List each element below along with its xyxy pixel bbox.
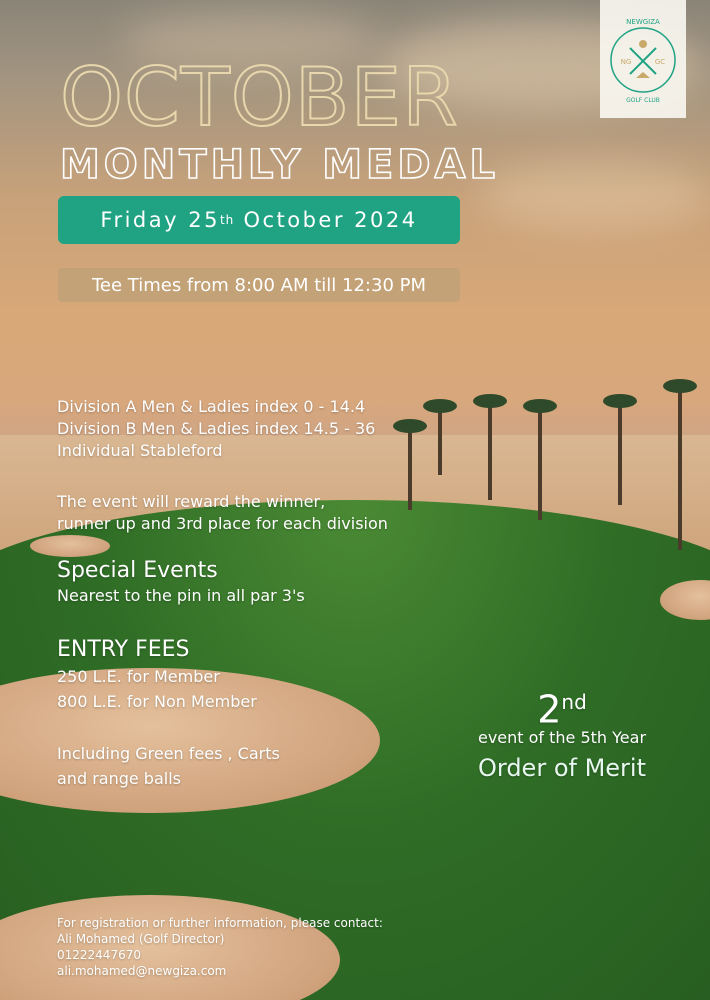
reward-line-2: runner up and 3rd place for each division (57, 514, 388, 533)
fee-member: 250 L.E. for Member (57, 667, 220, 686)
inclusion-line-1: Including Green fees , Carts (57, 744, 280, 763)
tee-times-banner: Tee Times from 8:00 AM till 12:30 PM (58, 268, 460, 302)
golf-club-crest-icon (600, 0, 686, 118)
inclusions (57, 741, 280, 791)
contact-block (57, 915, 383, 979)
palm-tree (480, 400, 500, 500)
merit-title: Order of Merit (477, 754, 646, 782)
entry-fees (57, 636, 257, 714)
club-logo (600, 0, 686, 118)
division-a: Division A Men & Ladies index 0 - 14.4 (57, 397, 366, 416)
date-suffix: th (219, 213, 235, 227)
fee-non-member: 800 L.E. for Non Member (57, 692, 257, 711)
merit-ordinal (462, 682, 662, 730)
svg-text:NEWGIZA: NEWGIZA (626, 18, 660, 26)
merit-ordinal-suffix: nd (561, 690, 587, 714)
event-date-banner (58, 196, 460, 244)
palm-tree (430, 405, 450, 475)
svg-text:GC: GC (654, 58, 666, 66)
special-heading: Special Events (57, 558, 218, 583)
contact-email: ali.mohamed@newgiza.com (57, 964, 227, 978)
format: Individual Stableford (57, 441, 223, 460)
event-title: MONTHLY MEDAL (60, 142, 499, 188)
special-line: Nearest to the pin in all par 3's (57, 586, 305, 605)
palm-tree (530, 405, 550, 520)
special-events (57, 557, 305, 607)
date-rest: October 2024 (243, 208, 418, 232)
contact-phone: 01222447670 (57, 948, 141, 962)
inclusion-line-2: and range balls (57, 769, 181, 788)
divisions-block (57, 396, 375, 462)
month-title: OCTOBER (60, 51, 459, 144)
reward-block (57, 491, 388, 535)
cloud (480, 160, 710, 230)
palm-tree (400, 425, 420, 510)
reward-line-1: The event will reward the winner, (57, 492, 326, 511)
svg-text:GOLF CLUB: GOLF CLUB (626, 97, 660, 104)
palm-tree (610, 400, 630, 505)
fees-heading: ENTRY FEES (57, 637, 190, 662)
contact-name: Ali Mohamed (Golf Director) (57, 932, 225, 946)
contact-intro: For registration or further information, please contact: (57, 916, 383, 930)
palm-tree (670, 385, 690, 550)
merit-ordinal-number: 2 (537, 687, 562, 732)
svg-text:NG: NG (620, 58, 632, 66)
division-b: Division B Men & Ladies index 14.5 - 36 (57, 419, 376, 438)
date-day: Friday 25 (100, 208, 220, 232)
merit-line: event of the 5th Year (477, 728, 647, 747)
bunker (30, 535, 110, 557)
